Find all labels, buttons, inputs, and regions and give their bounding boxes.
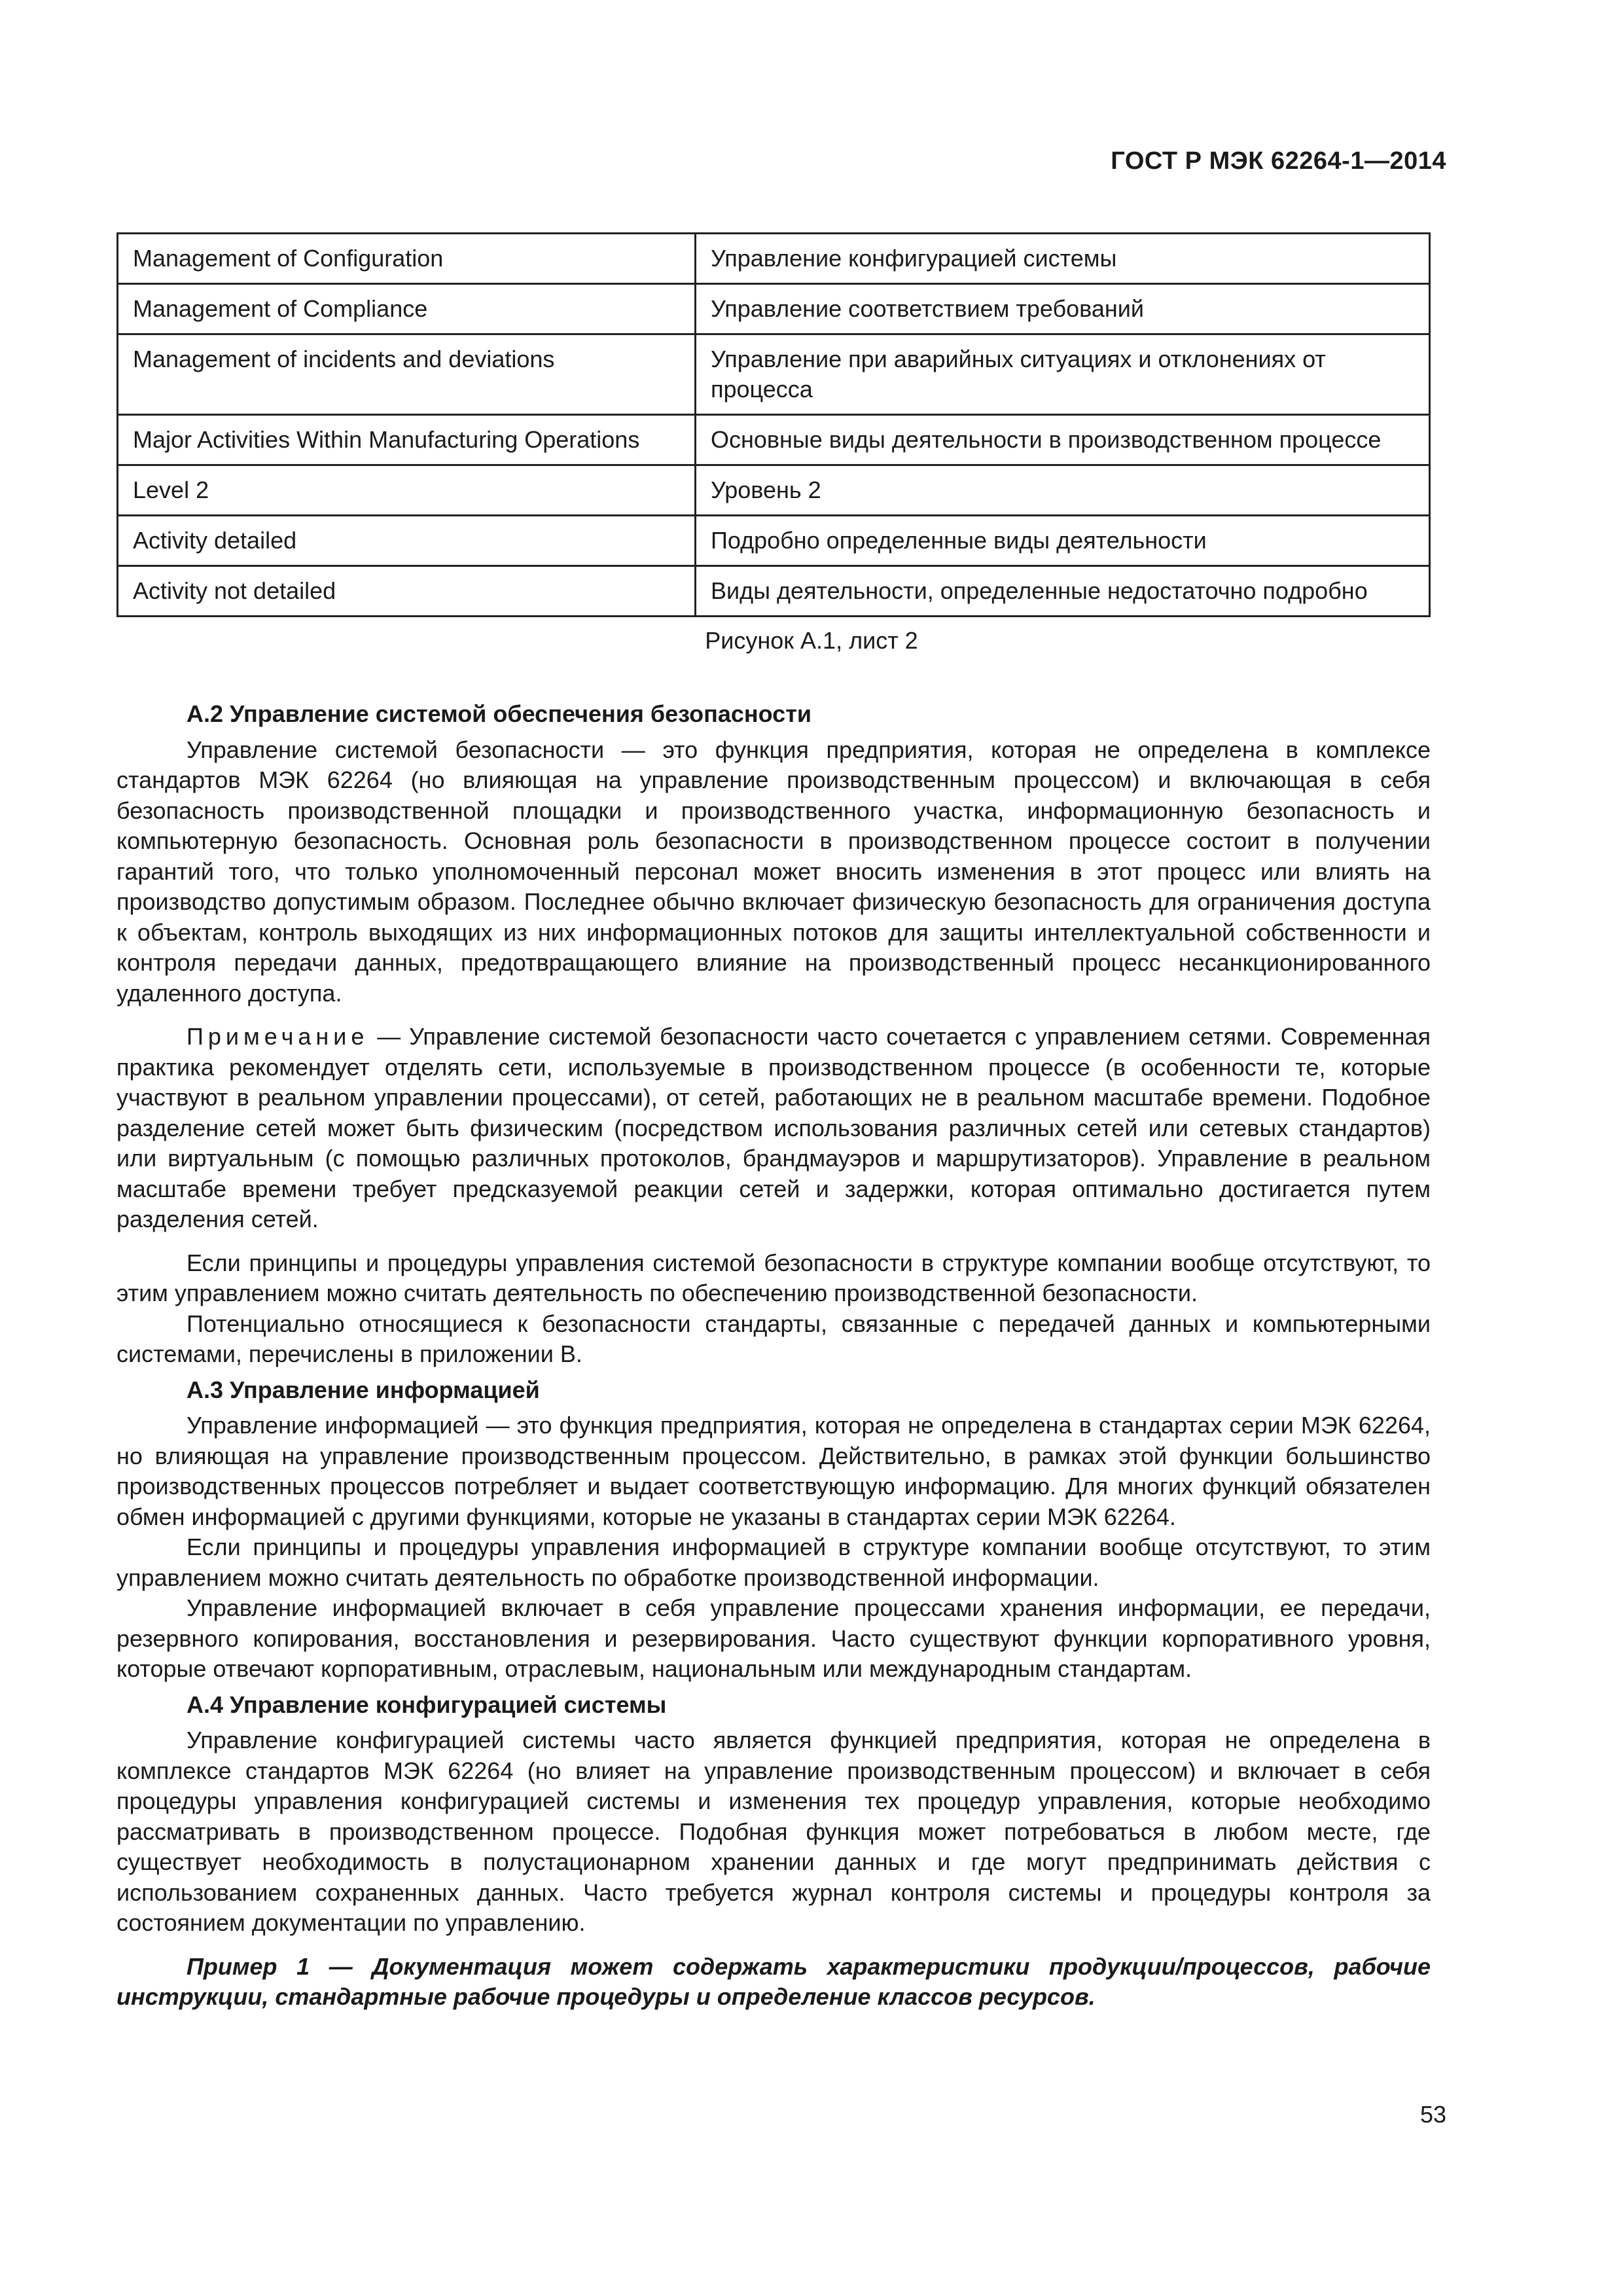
page-number: 53 bbox=[1419, 2101, 1446, 2128]
table-row bbox=[118, 566, 1430, 617]
paragraph: Управление информацией — это функция предприятия, которая не определена в стандартах серии МЭК 62264, но влияющая на управление производственным процессом. Действительно, в рамках этой функции большинство производственных процессов потребляет и выдает соответствующую информацию. Для многих функций обязателен обмен информацией с другими функциями, которые не указаны в стандартах серии МЭК 62264. bbox=[116, 1412, 1431, 1530]
table-cell-ru: Виды деятельности, определенные недостаточно подробно bbox=[696, 566, 1430, 617]
table-cell-en: Management of Compliance bbox=[118, 284, 696, 334]
table-cell-en: Activity not detailed bbox=[118, 566, 696, 617]
section-heading-a3: А.3 Управление информацией bbox=[187, 1376, 540, 1403]
table-cell-ru: Уровень 2 bbox=[696, 465, 1430, 516]
figure-caption: Рисунок А.1, лист 2 bbox=[705, 627, 918, 654]
table-row bbox=[118, 516, 1430, 566]
table-row bbox=[118, 334, 1430, 415]
document-header: ГОСТ Р МЭК 62264-1—2014 bbox=[1111, 147, 1446, 175]
table-cell-en: Management of incidents and deviations bbox=[118, 334, 696, 415]
table-cell-ru: Управление при аварийных ситуациях и отклонениях от процесса bbox=[696, 334, 1430, 415]
example-paragraph: Пример 1 — Документация может содержать характеристики продукции/процессов, рабочие инструкции, стандартные рабочие процедуры и определение классов ресурсов. bbox=[116, 1952, 1431, 2010]
table-cell-ru: Подробно определенные виды деятельности bbox=[696, 516, 1430, 566]
table-cell-ru: Управление конфигурацией системы bbox=[696, 234, 1430, 284]
paragraph: Если принципы и процедуры управления информацией в структуре компании вообще отсутствуют, то этим управлением можно считать деятельность по обработке производственной информации. bbox=[116, 1534, 1431, 1591]
paragraph: Управление информацией включает в себя управление процессами хранения информации, ее передачи, резервного копирования, восстановления и резервирования. Часто существуют функции корпоративного уровня, которые отвечают корпоративным, отраслевым, национальным или международным стандартам. bbox=[116, 1594, 1431, 1682]
table-row bbox=[118, 415, 1430, 465]
note-paragraph bbox=[116, 1022, 1431, 1235]
table-cell-en: Level 2 bbox=[118, 465, 696, 516]
table-cell-ru: Управление соответствием требований bbox=[696, 284, 1430, 334]
table-cell-en: Activity detailed bbox=[118, 516, 696, 566]
table-cell-en: Major Activities Within Manufacturing Operations bbox=[118, 415, 696, 465]
table-cell-ru: Основные виды деятельности в производственном процессе bbox=[696, 415, 1430, 465]
table-row bbox=[118, 284, 1430, 334]
table-row bbox=[118, 234, 1430, 284]
paragraph: Управление системой безопасности — это функция предприятия, которая не определена в комплексе стандартов МЭК 62264 (но влияющая на управление производственным процессом) и включающая в себя безопасность производственной площадки и производственного участка, информационную безопасность и компьютерную безопасность. Основная роль безопасности в производственном процессе состоит в получении гарантий того, что только уполномоченный персонал может вносить изменения в этот процесс или влиять на производство допустимым образом. Последнее обычно включает физическую безопасность для ограничения доступа к объектам, контроль выходящих из них информационных потоков для защиты интеллектуальной собственности и контроля передачи данных, предотвращающего влияние на производственный процесс несанкционированного удаленного доступа. bbox=[116, 736, 1431, 1007]
section-heading-a2: А.2 Управление системой обеспечения безопасности bbox=[187, 700, 812, 727]
glossary-table bbox=[116, 232, 1431, 617]
table-row bbox=[118, 465, 1430, 516]
note-label: Примечание bbox=[187, 1023, 369, 1050]
paragraph: Если принципы и процедуры управления системой безопасности в структуре компании вообще отсутствуют, то этим управлением можно считать деятельность по обеспечению производственной безопасности. bbox=[116, 1249, 1431, 1306]
table-cell-en: Management of Configuration bbox=[118, 234, 696, 284]
paragraph: Управление конфигурацией системы часто является функцией предприятия, которая не определена в комплексе стандартов МЭК 62264 (но влияет на управление производственным процессом) и включает в себя процедуры управления конфигурацией системы и изменения тех процедур управления, которые необходимо рассматривать в производственном процессе. Подобная функция может потребоваться в любом месте, где существует необходимость в полустационарном хранении данных и где могут предпринимать действия с использованием сохраненных данных. Часто требуется журнал контроля системы и процедуры контроля за состоянием документации по управлению. bbox=[116, 1727, 1431, 1936]
note-text: — Управление системой безопасности часто сочетается с управлением сетями. Современная практика рекомендует отделять сети, используемые в производственном процессе (в особенности те, которые участвуют в реальном управлении процессами), от сетей, работающих не в реальном масштабе времени. Подобное разделение сетей может быть физическим (посредством использования различных сетей или сетевых стандартов) или виртуальным (с помощью различных протоколов, брандмауэров и маршрутизаторов). Управление в реальном масштабе времени требует предсказуемой реакции сетей и задержки, которая оптимально достигается путем разделения сетей. bbox=[116, 1023, 1431, 1232]
paragraph: Потенциально относящиеся к безопасности стандарты, связанные с передачей данных и компьютерными системами, перечислены в приложении В. bbox=[116, 1310, 1431, 1367]
document-body bbox=[116, 699, 1431, 2013]
section-heading-a4: А.4 Управление конфигурацией системы bbox=[187, 1691, 667, 1718]
